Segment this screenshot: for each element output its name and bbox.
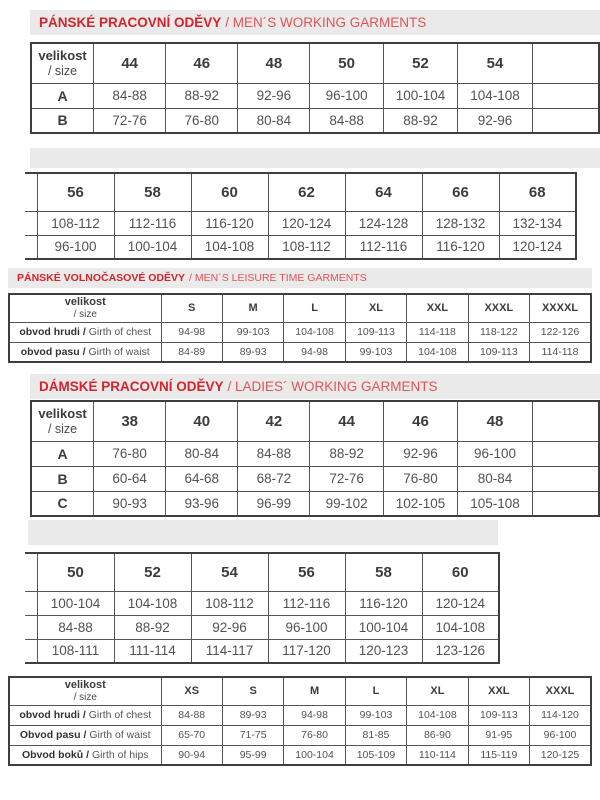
value-cell: 124-128: [345, 211, 422, 235]
ladies-working-sizes-table-2: [25, 552, 500, 664]
value-cell: 89-93: [222, 705, 283, 725]
measurement-row: [31, 466, 599, 491]
value-cell: 95-99: [222, 745, 283, 765]
value-cell: 102-105: [383, 491, 457, 516]
size-header-cell: 52: [114, 553, 191, 591]
size-header-cell: XXXXL: [530, 294, 591, 322]
section-title-czech: DÁMSKÉ PRACOVNÍ ODĚVY: [39, 379, 224, 394]
value-cell: 108-111: [37, 639, 114, 663]
cut-column-cell: [532, 108, 599, 133]
mens-working-table-1-wrap: [30, 42, 600, 140]
value-cell: 94-98: [284, 342, 345, 362]
value-cell: 118-122: [468, 322, 529, 342]
size-header-cell: 50: [310, 43, 383, 83]
size-header-cell: 48: [458, 401, 532, 441]
value-cell: 105-109: [345, 745, 406, 765]
size-header-cell: 60: [191, 173, 268, 211]
size-header-cell: XXXL: [468, 294, 529, 322]
value-cell: 112-116: [114, 211, 191, 235]
cut-column-cell: [532, 401, 599, 441]
value-cell: 122-126: [530, 322, 591, 342]
size-label-cell: [31, 401, 94, 441]
size-label-english: / size: [73, 308, 97, 320]
value-cell: 94-98: [161, 322, 222, 342]
row-label-cell: [9, 342, 161, 362]
mens-working-sizes-table-2: [25, 172, 577, 260]
row-label-english: Girth of hips: [89, 748, 149, 761]
value-cell: 99-103: [222, 322, 283, 342]
size-header-cell: 54: [458, 43, 532, 83]
value-cell: 114-117: [191, 639, 268, 663]
value-cell: 93-96: [166, 491, 238, 516]
ladies-working-table-1-wrap: [30, 400, 600, 520]
value-cell: 96-100: [37, 235, 114, 259]
stub-cell: [25, 639, 37, 663]
value-cell: 80-84: [166, 441, 238, 466]
row-label-cell: B: [31, 466, 94, 491]
size-header-cell: XL: [345, 294, 406, 322]
value-cell: 123-126: [422, 639, 499, 663]
size-header-cell: S: [222, 677, 283, 705]
value-cell: 104-108: [407, 705, 468, 725]
value-cell: 96-100: [530, 725, 591, 745]
size-header-row: [31, 43, 599, 83]
value-cell: 105-108: [458, 491, 532, 516]
section-title-czech: PÁNSKÉ VOLNOČASOVÉ ODĚVY: [17, 272, 186, 284]
section-header-mens-leisure-garments: [8, 268, 592, 288]
value-cell: 110-114: [407, 745, 468, 765]
value-cell: 92-96: [383, 441, 457, 466]
value-cell: 99-102: [310, 491, 383, 516]
value-cell: 76-80: [284, 725, 345, 745]
value-cell: 80-84: [238, 108, 310, 133]
value-cell: 104-108: [458, 83, 532, 108]
row-label-cell: B: [31, 108, 94, 133]
stub-cell: [25, 553, 37, 591]
size-header-cell: 58: [114, 173, 191, 211]
size-header-cell: 58: [345, 553, 422, 591]
measurement-row: [25, 639, 499, 663]
value-cell: 84-88: [94, 83, 166, 108]
section-title-english: / LADIES´ WORKING GARMENTS: [227, 379, 438, 394]
value-cell: 132-134: [499, 211, 576, 235]
size-label-english: / size: [73, 691, 97, 703]
value-cell: 100-104: [37, 591, 114, 615]
size-header-row: [25, 173, 576, 211]
value-cell: 65-70: [161, 725, 222, 745]
cut-column-cell: [532, 491, 599, 516]
row-label-english: Girth of chest: [85, 326, 152, 338]
cut-column-cell: [532, 441, 599, 466]
measurement-row: [25, 615, 499, 639]
row-label-czech: obvod hrudi /: [19, 709, 86, 721]
size-header-cell: 50: [37, 553, 114, 591]
size-header-cell: 44: [94, 43, 166, 83]
cut-column-cell: [532, 466, 599, 491]
value-cell: 76-80: [166, 108, 238, 133]
value-cell: 104-108: [191, 235, 268, 259]
value-cell: 104-108: [422, 615, 499, 639]
mens-working-sizes-table-1: [30, 42, 600, 134]
ladies-working-sizes-table-1: [30, 400, 600, 517]
size-header-cell: L: [345, 677, 406, 705]
size-header-row: [9, 677, 591, 705]
value-cell: 111-114: [114, 639, 191, 663]
size-label-cell: [9, 294, 161, 322]
size-header-cell: S: [161, 294, 222, 322]
stub-cell: [25, 211, 37, 235]
value-cell: 88-92: [166, 83, 238, 108]
measurement-row: [31, 83, 599, 108]
value-cell: 72-76: [94, 108, 166, 133]
value-cell: 88-92: [114, 615, 191, 639]
measurement-row: [31, 491, 599, 516]
size-header-cell: 48: [238, 43, 310, 83]
value-cell: 114-118: [407, 322, 468, 342]
value-cell: 104-108: [114, 591, 191, 615]
measurement-row: [9, 322, 591, 342]
size-header-cell: 68: [499, 173, 576, 211]
size-header-cell: XS: [161, 677, 222, 705]
size-header-cell: 64: [345, 173, 422, 211]
cut-column-cell: [532, 83, 599, 108]
row-label-czech: Obvod boků /: [21, 748, 90, 761]
size-header-cell: XXL: [468, 677, 529, 705]
value-cell: 128-132: [422, 211, 499, 235]
size-header-cell: 40: [166, 401, 238, 441]
value-cell: 84-88: [238, 441, 310, 466]
value-cell: 96-100: [268, 615, 345, 639]
measurement-row: [31, 108, 599, 133]
value-cell: 84-88: [310, 108, 383, 133]
measurement-row: [9, 745, 591, 765]
value-cell: 116-120: [345, 591, 422, 615]
stub-cell: [25, 173, 37, 211]
value-cell: 100-104: [114, 235, 191, 259]
value-cell: 91-95: [468, 725, 529, 745]
value-cell: 92-96: [238, 83, 310, 108]
ladies-measurements-sizes-table: [8, 676, 592, 766]
row-label-cell: [9, 725, 161, 745]
value-cell: 109-113: [345, 322, 406, 342]
stub-cell: [25, 615, 37, 639]
section-title-czech: PÁNSKÉ PRACOVNÍ ODĚVY: [39, 15, 222, 30]
size-header-cell: 46: [383, 401, 457, 441]
size-label-czech: velikost: [64, 295, 106, 308]
size-label-cell: [9, 677, 161, 705]
value-cell: 112-116: [345, 235, 422, 259]
value-cell: 60-64: [94, 466, 166, 491]
size-header-cell: 52: [383, 43, 457, 83]
value-cell: 104-108: [407, 342, 468, 362]
mens-leisure-table-wrap: [8, 293, 592, 363]
value-cell: 116-120: [422, 235, 499, 259]
measurement-row: [25, 211, 576, 235]
value-cell: 99-103: [345, 342, 406, 362]
value-cell: 116-120: [191, 211, 268, 235]
section-title-english: / MEN´S WORKING GARMENTS: [225, 15, 427, 30]
size-label-english: / size: [47, 421, 78, 436]
size-label-czech: velikost: [64, 678, 106, 691]
value-cell: 88-92: [383, 108, 457, 133]
value-cell: 96-100: [458, 441, 532, 466]
size-header-row: [31, 401, 599, 441]
section-header-mens-working-garments: [30, 10, 600, 35]
value-cell: 76-80: [383, 466, 457, 491]
size-header-cell: XL: [407, 677, 468, 705]
size-label-czech: velikost: [38, 47, 87, 63]
size-header-row: [9, 294, 591, 322]
size-header-cell: L: [284, 294, 345, 322]
row-label-cell: [9, 322, 161, 342]
value-cell: 71-75: [222, 725, 283, 745]
value-cell: 94-98: [284, 705, 345, 725]
value-cell: 96-100: [310, 83, 383, 108]
value-cell: 112-116: [268, 591, 345, 615]
size-header-cell: 62: [268, 173, 345, 211]
value-cell: 90-93: [94, 491, 166, 516]
mens-leisure-sizes-table: [8, 293, 592, 363]
row-label-cell: [9, 705, 161, 725]
value-cell: 114-118: [530, 342, 591, 362]
ladies-working-table-2-wrap: [25, 552, 500, 664]
size-header-cell: 60: [422, 553, 499, 591]
row-label-czech: obvod pasu /: [20, 345, 86, 358]
value-cell: 92-96: [191, 615, 268, 639]
row-label-cell: A: [31, 441, 94, 466]
size-header-cell: 56: [37, 173, 114, 211]
size-label-cell: [31, 43, 94, 83]
value-cell: 84-88: [161, 705, 222, 725]
row-label-english: Girth of waist: [85, 345, 150, 358]
measurement-row: [9, 342, 591, 362]
section-title-english: / MEN´S LEISURE TIME GARMENTS: [189, 272, 367, 284]
size-header-cell: M: [222, 294, 283, 322]
value-cell: 114-120: [530, 705, 591, 725]
measurement-row: [25, 591, 499, 615]
row-label-czech: Obvod pasu /: [19, 729, 87, 741]
size-header-cell: XXXL: [530, 677, 591, 705]
divider-band-ladies-working-continued: [28, 520, 498, 545]
mens-working-table-2-wrap: [25, 172, 577, 260]
value-cell: 109-113: [468, 342, 529, 362]
size-header-cell: 66: [422, 173, 499, 211]
value-cell: 104-108: [284, 322, 345, 342]
value-cell: 100-104: [383, 83, 457, 108]
value-cell: 115-119: [468, 745, 529, 765]
size-header-cell: 56: [268, 553, 345, 591]
row-label-english: Girth of chest: [85, 709, 152, 721]
value-cell: 72-76: [310, 466, 383, 491]
measurement-row: [31, 441, 599, 466]
value-cell: 88-92: [310, 441, 383, 466]
value-cell: 120-124: [268, 211, 345, 235]
value-cell: 120-123: [345, 639, 422, 663]
size-header-cell: 38: [94, 401, 166, 441]
row-label-cell: A: [31, 83, 94, 108]
size-header-cell: 44: [310, 401, 383, 441]
size-header-cell: M: [284, 677, 345, 705]
value-cell: 76-80: [94, 441, 166, 466]
size-header-cell: 54: [191, 553, 268, 591]
value-cell: 100-104: [284, 745, 345, 765]
value-cell: 84-89: [161, 342, 222, 362]
value-cell: 64-68: [166, 466, 238, 491]
row-label-czech: obvod hrudi /: [19, 326, 86, 338]
value-cell: 120-124: [422, 591, 499, 615]
size-label-english: / size: [47, 63, 78, 78]
value-cell: 100-104: [345, 615, 422, 639]
value-cell: 96-99: [238, 491, 310, 516]
value-cell: 68-72: [238, 466, 310, 491]
value-cell: 80-84: [458, 466, 532, 491]
value-cell: 109-113: [468, 705, 529, 725]
size-header-cell: XXL: [407, 294, 468, 322]
cut-column-cell: [532, 43, 599, 83]
value-cell: 86-90: [407, 725, 468, 745]
value-cell: 108-112: [191, 591, 268, 615]
measurement-row: [9, 725, 591, 745]
row-label-cell: [9, 745, 161, 765]
row-label-english: Girth of waist: [86, 729, 151, 741]
value-cell: 89-93: [222, 342, 283, 362]
size-label-czech: velikost: [38, 405, 87, 421]
size-header-cell: 46: [166, 43, 238, 83]
value-cell: 84-88: [37, 615, 114, 639]
ladies-measurements-table-wrap: [8, 676, 592, 766]
measurement-row: [9, 705, 591, 725]
section-header-ladies-working-garments: [30, 374, 600, 399]
stub-cell: [25, 235, 37, 259]
value-cell: 108-112: [37, 211, 114, 235]
value-cell: 81-85: [345, 725, 406, 745]
value-cell: 120-124: [499, 235, 576, 259]
size-header-cell: 42: [238, 401, 310, 441]
stub-cell: [25, 591, 37, 615]
value-cell: 92-96: [458, 108, 532, 133]
value-cell: 90-94: [161, 745, 222, 765]
value-cell: 120-125: [530, 745, 591, 765]
divider-band-mens-working-continued: [30, 148, 600, 168]
size-header-row: [25, 553, 499, 591]
measurement-row: [25, 235, 576, 259]
value-cell: 117-120: [268, 639, 345, 663]
row-label-cell: C: [31, 491, 94, 516]
value-cell: 99-103: [345, 705, 406, 725]
value-cell: 108-112: [268, 235, 345, 259]
